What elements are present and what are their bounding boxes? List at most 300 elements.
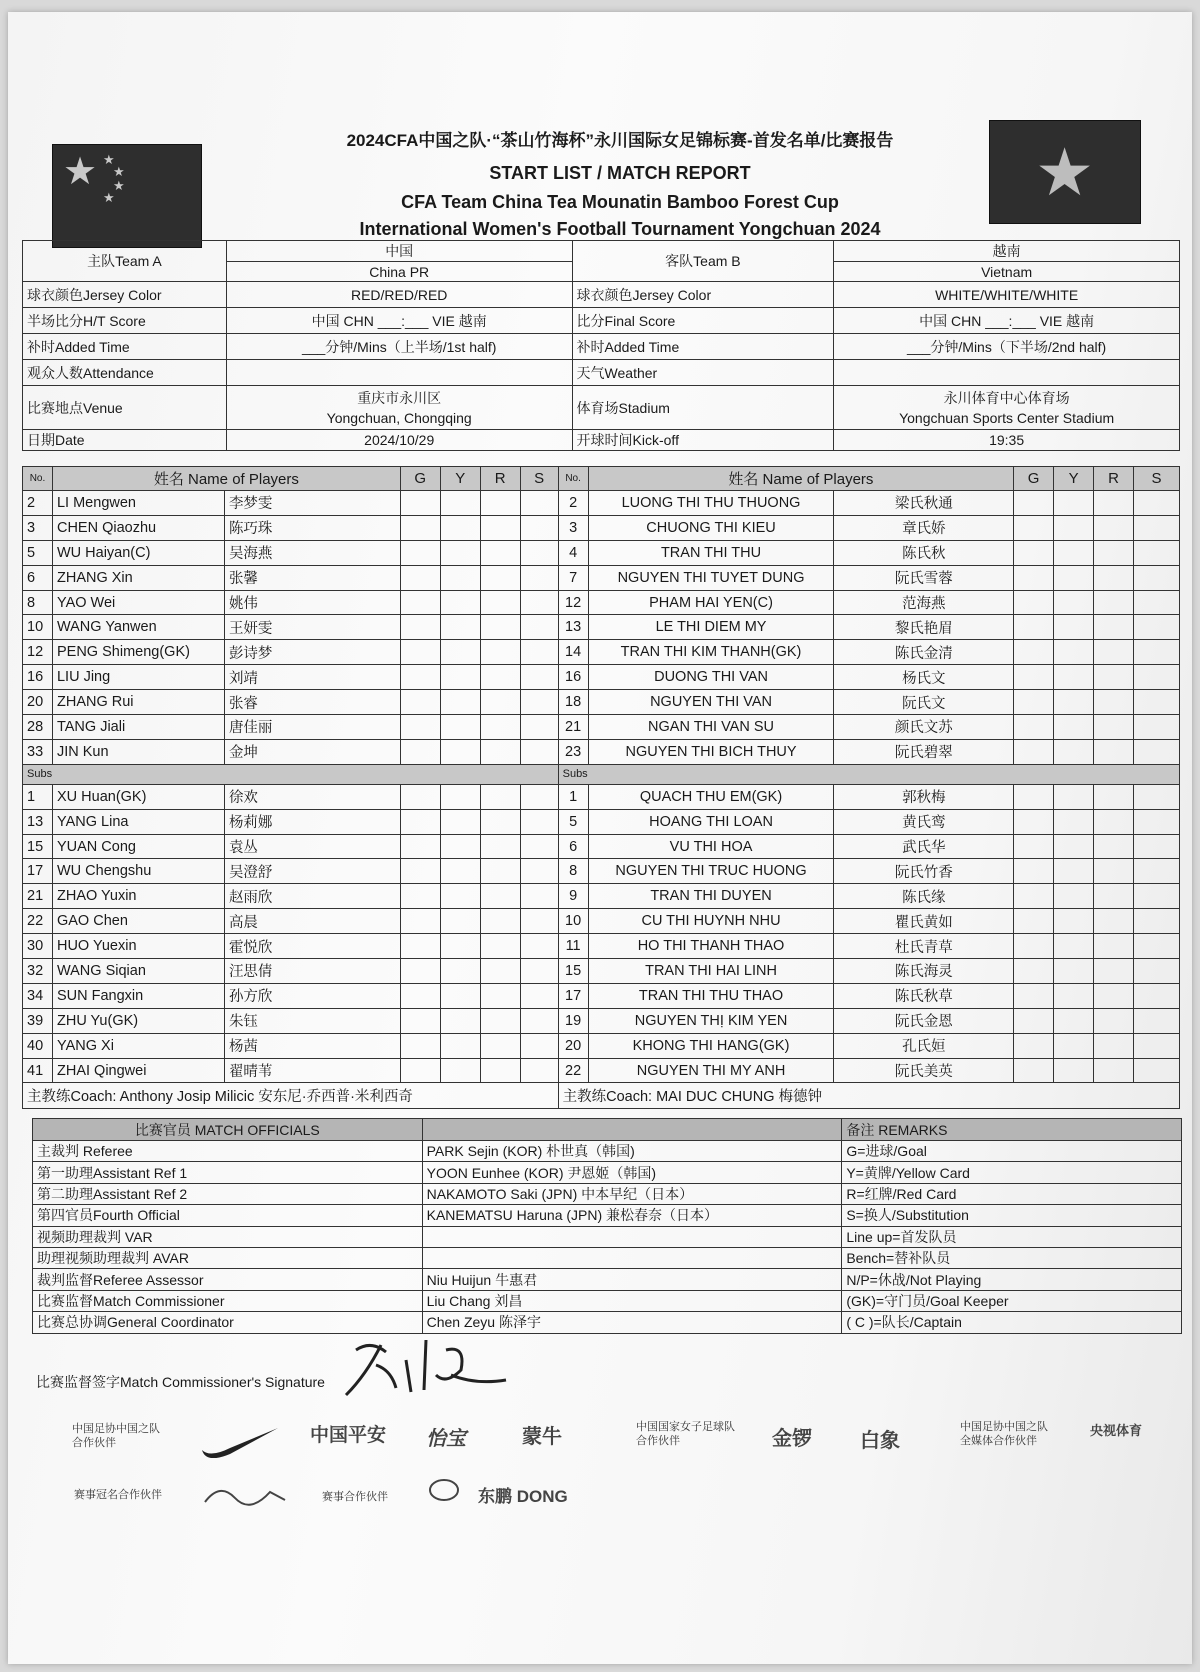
player-number: 10 xyxy=(558,909,588,934)
red-cell xyxy=(480,834,520,859)
player-number: 28 xyxy=(23,715,53,740)
red-cell xyxy=(1094,859,1134,884)
yellow-cell xyxy=(440,934,480,959)
sub-cell xyxy=(1133,834,1179,859)
jersey-b: WHITE/WHITE/WHITE xyxy=(834,282,1180,308)
sub-cell xyxy=(1133,859,1179,884)
goal-cell xyxy=(400,884,440,909)
table-row xyxy=(23,640,1180,665)
sub-cell xyxy=(1133,715,1179,740)
yellow-cell xyxy=(440,615,480,640)
goal-cell xyxy=(400,690,440,715)
yellow-cell xyxy=(1054,909,1094,934)
yellow-cell xyxy=(1054,859,1094,884)
yellow-cell xyxy=(1054,934,1094,959)
player-name-cn: 高晨 xyxy=(224,909,400,934)
player-name-en: LE THI DIEM MY xyxy=(588,615,834,640)
table-row xyxy=(23,715,1180,740)
goal-cell xyxy=(1014,590,1054,615)
sub-cell xyxy=(520,640,558,665)
table-row xyxy=(23,739,1180,764)
added-time-label-b: 补时Added Time xyxy=(572,334,834,360)
yellow-cell xyxy=(1054,884,1094,909)
name-header: 姓名 Name of Players xyxy=(588,467,1014,491)
player-number: 5 xyxy=(23,540,53,565)
player-name-cn: 吴海燕 xyxy=(224,540,400,565)
official-row xyxy=(33,1183,1182,1204)
goal-cell xyxy=(400,565,440,590)
yellow-cell xyxy=(1054,515,1094,540)
player-number: 9 xyxy=(558,884,588,909)
goal-cell xyxy=(400,959,440,984)
coach-a: 主教练Coach: Anthony Josip Milicic 安东尼·乔西普·米利西奇 xyxy=(23,1083,559,1109)
player-name-cn: 梁氏秋通 xyxy=(834,491,1014,516)
red-cell xyxy=(480,983,520,1008)
goal-cell xyxy=(1014,909,1054,934)
yellow-cell xyxy=(440,909,480,934)
player-number: 16 xyxy=(558,665,588,690)
subs-label: Subs xyxy=(558,764,1179,784)
table-row xyxy=(23,884,1180,909)
remark: Bench=替补队员 xyxy=(842,1247,1182,1268)
venue-en: Yongchuan, Chongqing xyxy=(326,409,472,426)
player-name-en: LIU Jing xyxy=(52,665,224,690)
player-number: 10 xyxy=(23,615,53,640)
red-cell xyxy=(1094,590,1134,615)
yellow-cell xyxy=(440,784,480,809)
name-header: 姓名 Name of Players xyxy=(52,467,400,491)
no-header: No. xyxy=(558,467,588,491)
red-cell xyxy=(1094,715,1134,740)
sub-cell xyxy=(520,983,558,1008)
red-cell xyxy=(480,909,520,934)
player-name-cn: 阮氏雪蓉 xyxy=(834,565,1014,590)
player-number: 40 xyxy=(23,1033,53,1058)
player-name-cn: 杨氏文 xyxy=(834,665,1014,690)
player-name-en: TRAN THI KIM THANH(GK) xyxy=(588,640,834,665)
signature-area xyxy=(36,1372,325,1392)
goal-cell xyxy=(1014,934,1054,959)
player-name-cn: 袁丛 xyxy=(224,834,400,859)
goal-cell xyxy=(1014,665,1054,690)
player-name-cn: 孔氏姮 xyxy=(834,1033,1014,1058)
goal-cell xyxy=(400,640,440,665)
sub-cell xyxy=(520,491,558,516)
player-number: 1 xyxy=(558,784,588,809)
player-name-en: ZHAI Qingwei xyxy=(52,1058,224,1083)
goal-cell xyxy=(1014,615,1054,640)
player-number: 3 xyxy=(558,515,588,540)
player-name-cn: 孙方欣 xyxy=(224,983,400,1008)
goal-cell xyxy=(1014,834,1054,859)
table-row xyxy=(23,1058,1180,1083)
official-row xyxy=(33,1269,1182,1290)
yellow-cell xyxy=(440,590,480,615)
player-name-en: JIN Kun xyxy=(52,739,224,764)
sub-cell xyxy=(520,809,558,834)
player-name-cn: 陈巧珠 xyxy=(224,515,400,540)
sub-cell xyxy=(1133,540,1179,565)
remark: R=红牌/Red Card xyxy=(842,1183,1182,1204)
official-row xyxy=(33,1312,1182,1333)
yellow-cell xyxy=(440,1033,480,1058)
red-cell xyxy=(1094,909,1134,934)
player-number: 13 xyxy=(23,809,53,834)
red-cell xyxy=(1094,1033,1134,1058)
player-number: 20 xyxy=(558,1033,588,1058)
jinluo-logo: 金锣 xyxy=(772,1428,812,1450)
player-number: 30 xyxy=(23,934,53,959)
player-number: 22 xyxy=(558,1058,588,1083)
official-name: Niu Huijun 牛惠君 xyxy=(422,1269,842,1290)
player-number: 22 xyxy=(23,909,53,934)
title-partner-label: 赛事冠名合作伙伴 xyxy=(74,1489,162,1501)
team-b-label: 客队Team B xyxy=(572,241,834,282)
player-name-en: YUAN Cong xyxy=(52,834,224,859)
team-b-cn: 越南 xyxy=(834,241,1180,262)
red-cell xyxy=(1094,1058,1134,1083)
official-row xyxy=(33,1247,1182,1268)
yellow-cell xyxy=(1054,665,1094,690)
yellow-cell xyxy=(440,665,480,690)
yellow-cell xyxy=(1054,690,1094,715)
venue-label: 比赛地点Venue xyxy=(23,386,227,430)
player-number: 15 xyxy=(23,834,53,859)
date-value: 2024/10/29 xyxy=(226,430,572,451)
player-name-en: NGUYEN THI TRUC HUONG xyxy=(588,859,834,884)
player-name-en: NGUYEN THI VAN xyxy=(588,690,834,715)
remark: G=进球/Goal xyxy=(842,1141,1182,1162)
yellow-cell xyxy=(440,690,480,715)
r-header: R xyxy=(1094,467,1134,491)
player-name-cn: 汪思倩 xyxy=(224,959,400,984)
red-cell xyxy=(1094,983,1134,1008)
yellow-cell xyxy=(440,1008,480,1033)
roster-header xyxy=(23,467,1180,491)
sub-cell xyxy=(1133,615,1179,640)
sub-cell xyxy=(520,665,558,690)
player-name-en: HOANG THI LOAN xyxy=(588,809,834,834)
officials-table xyxy=(32,1118,1182,1334)
yellow-cell xyxy=(1054,1008,1094,1033)
sub-cell xyxy=(520,615,558,640)
table-row xyxy=(23,959,1180,984)
sub-cell xyxy=(520,1033,558,1058)
table-row xyxy=(23,615,1180,640)
starters-rows xyxy=(23,491,1180,765)
handwritten-signature xyxy=(336,1330,516,1400)
sub-cell xyxy=(1133,590,1179,615)
player-name-en: WU Chengshu xyxy=(52,859,224,884)
r-header: R xyxy=(480,467,520,491)
goal-cell xyxy=(1014,859,1054,884)
red-cell xyxy=(1094,884,1134,909)
remarks-header: 备注 REMARKS xyxy=(842,1119,1182,1141)
s-header: S xyxy=(1133,467,1179,491)
table-row xyxy=(23,909,1180,934)
red-cell xyxy=(1094,834,1134,859)
red-cell xyxy=(480,515,520,540)
jersey-label-b: 球衣颜色Jersey Color xyxy=(572,282,834,308)
player-name-en: WU Haiyan(C) xyxy=(52,540,224,565)
china-flag-icon: ★ ★ ★ ★ ★ xyxy=(52,144,202,248)
red-cell xyxy=(480,809,520,834)
yellow-cell xyxy=(440,1058,480,1083)
player-number: 23 xyxy=(558,739,588,764)
player-name-cn: 陈氏秋 xyxy=(834,540,1014,565)
goal-cell xyxy=(1014,784,1054,809)
player-number: 20 xyxy=(23,690,53,715)
sub-cell xyxy=(1133,1033,1179,1058)
team-a-label: 主队Team A xyxy=(23,241,227,282)
player-name-cn: 黎氏艳眉 xyxy=(834,615,1014,640)
player-name-en: ZHAO Yuxin xyxy=(52,884,224,909)
sub-cell xyxy=(520,515,558,540)
goal-cell xyxy=(400,515,440,540)
table-row xyxy=(23,859,1180,884)
sub-cell xyxy=(1133,1008,1179,1033)
officials-header: 比赛官员 MATCH OFFICIALS xyxy=(33,1119,423,1141)
remark: Y=黄牌/Yellow Card xyxy=(842,1162,1182,1183)
sub-cell xyxy=(520,884,558,909)
goal-cell xyxy=(1014,739,1054,764)
official-role: 比赛总协调General Coordinator xyxy=(33,1312,423,1333)
red-cell xyxy=(1094,1008,1134,1033)
official-row xyxy=(33,1162,1182,1183)
red-cell xyxy=(480,959,520,984)
yellow-cell xyxy=(440,809,480,834)
yellow-cell xyxy=(1054,1033,1094,1058)
yellow-cell xyxy=(440,739,480,764)
subs-label: Subs xyxy=(23,764,559,784)
yellow-cell xyxy=(1054,615,1094,640)
yellow-cell xyxy=(1054,959,1094,984)
sub-cell xyxy=(1133,909,1179,934)
official-name: YOON Eunhee (KOR) 尹恩姬（韩国) xyxy=(422,1162,842,1183)
goal-cell xyxy=(400,983,440,1008)
goal-cell xyxy=(1014,884,1054,909)
player-name-en: QUACH THU EM(GK) xyxy=(588,784,834,809)
kickoff-label: 开球时间Kick-off xyxy=(572,430,834,451)
table-row xyxy=(23,515,1180,540)
player-name-cn: 唐佳丽 xyxy=(224,715,400,740)
red-cell xyxy=(1094,809,1134,834)
player-number: 14 xyxy=(558,640,588,665)
red-cell xyxy=(1094,515,1134,540)
player-name-en: PENG Shimeng(GK) xyxy=(52,640,224,665)
goal-cell xyxy=(400,665,440,690)
player-name-cn: 张馨 xyxy=(224,565,400,590)
official-name xyxy=(422,1247,842,1268)
player-name-cn: 阮氏金恩 xyxy=(834,1008,1014,1033)
report-title xyxy=(300,126,940,240)
added-time-b: ___分钟/Mins（下半场/2nd half) xyxy=(834,334,1180,360)
table-row xyxy=(23,983,1180,1008)
vietnam-flag-icon: ★ xyxy=(989,120,1141,224)
red-cell xyxy=(1094,665,1134,690)
player-number: 34 xyxy=(23,983,53,1008)
no-header: No. xyxy=(23,467,53,491)
player-name-en: XU Huan(GK) xyxy=(52,784,224,809)
player-name-en: TRAN THI DUYEN xyxy=(588,884,834,909)
yellow-cell xyxy=(440,515,480,540)
official-role: 比赛监督Match Commissioner xyxy=(33,1290,423,1311)
official-role: 第四官员Fourth Official xyxy=(33,1205,423,1226)
official-name: Chen Zeyu 陈泽宇 xyxy=(422,1312,842,1333)
goal-cell xyxy=(400,859,440,884)
sub-cell xyxy=(520,540,558,565)
player-name-cn: 颜氏文苏 xyxy=(834,715,1014,740)
sub-cell xyxy=(1133,690,1179,715)
player-number: 2 xyxy=(558,491,588,516)
goal-cell xyxy=(400,739,440,764)
attendance-value xyxy=(226,360,572,386)
remark: (GK)=守门员/Goal Keeper xyxy=(842,1290,1182,1311)
player-name-en: VU THI HOA xyxy=(588,834,834,859)
official-role: 裁判监督Referee Assessor xyxy=(33,1269,423,1290)
yellow-cell xyxy=(440,884,480,909)
yellow-cell xyxy=(440,834,480,859)
jersey-label-a: 球衣颜色Jersey Color xyxy=(23,282,227,308)
added-time-label-a: 补时Added Time xyxy=(23,334,227,360)
player-number: 16 xyxy=(23,665,53,690)
yellow-cell xyxy=(1054,739,1094,764)
red-cell xyxy=(480,1008,520,1033)
officials-header-blank xyxy=(422,1119,842,1141)
red-cell xyxy=(1094,615,1134,640)
player-name-cn: 王妍雯 xyxy=(224,615,400,640)
goal-cell xyxy=(1014,983,1054,1008)
goal-cell xyxy=(1014,491,1054,516)
player-name-en: WANG Yanwen xyxy=(52,615,224,640)
remark: N/P=休战/Not Playing xyxy=(842,1269,1182,1290)
g-header: G xyxy=(1014,467,1054,491)
sub-cell xyxy=(1133,934,1179,959)
table-row xyxy=(23,540,1180,565)
yellow-cell xyxy=(1054,540,1094,565)
added-time-a: ___分钟/Mins（上半场/1st half) xyxy=(226,334,572,360)
sub-cell xyxy=(1133,983,1179,1008)
event-partner-label: 赛事合作伙伴 xyxy=(322,1491,388,1503)
remark: S=换人/Substitution xyxy=(842,1205,1182,1226)
red-cell xyxy=(480,640,520,665)
table-row xyxy=(23,665,1180,690)
goal-cell xyxy=(400,834,440,859)
player-name-en: DUONG THI VAN xyxy=(588,665,834,690)
roster-table xyxy=(22,466,1180,1109)
venue-value xyxy=(226,386,572,430)
kickoff-value: 19:35 xyxy=(834,430,1180,451)
goal-cell xyxy=(400,615,440,640)
stadium-cn: 永川体育中心体育场 xyxy=(943,389,1070,406)
partner-label-1: 中国足协中国之队 合作伙伴 xyxy=(72,1423,160,1450)
player-name-cn: 郭秋梅 xyxy=(834,784,1014,809)
player-name-cn: 霍悦欣 xyxy=(224,934,400,959)
yellow-cell xyxy=(440,540,480,565)
sub-cell xyxy=(1133,565,1179,590)
player-number: 11 xyxy=(558,934,588,959)
player-name-cn: 李梦雯 xyxy=(224,491,400,516)
ht-score-label: 半场比分H/T Score xyxy=(23,308,227,334)
player-name-en: PHAM HAI YEN(C) xyxy=(588,590,834,615)
g-header: G xyxy=(400,467,440,491)
goal-cell xyxy=(400,809,440,834)
red-cell xyxy=(480,1058,520,1083)
player-number: 3 xyxy=(23,515,53,540)
yellow-cell xyxy=(440,565,480,590)
red-cell xyxy=(480,934,520,959)
official-name: NAKAMOTO Saki (JPN) 中本早纪（日本） xyxy=(422,1183,842,1204)
player-name-cn: 陈氏金清 xyxy=(834,640,1014,665)
partner-label-2: 中国国家女子足球队 合作伙伴 xyxy=(636,1421,735,1448)
player-name-cn: 黄氏鸾 xyxy=(834,809,1014,834)
sub-cell xyxy=(520,959,558,984)
date-label: 日期Date xyxy=(23,430,227,451)
sub-cell xyxy=(520,590,558,615)
match-info-table xyxy=(22,240,1180,451)
sub-cell xyxy=(1133,784,1179,809)
player-number: 21 xyxy=(558,715,588,740)
player-number: 6 xyxy=(558,834,588,859)
player-name-en: CHUONG THI KIEU xyxy=(588,515,834,540)
weather-value xyxy=(834,360,1180,386)
red-cell xyxy=(1094,565,1134,590)
sub-cell xyxy=(520,834,558,859)
yellow-cell xyxy=(1054,809,1094,834)
player-name-en: YAO Wei xyxy=(52,590,224,615)
goal-cell xyxy=(400,540,440,565)
table-row xyxy=(23,565,1180,590)
red-cell xyxy=(480,491,520,516)
official-name: PARK Sejin (KOR) 朴世真（韩国) xyxy=(422,1141,842,1162)
coach-b: 主教练Coach: MAI DUC CHUNG 梅德钟 xyxy=(558,1083,1179,1109)
yellow-cell xyxy=(1054,784,1094,809)
official-name: Liu Chang 刘昌 xyxy=(422,1290,842,1311)
goal-cell xyxy=(1014,715,1054,740)
player-number: 7 xyxy=(558,565,588,590)
table-row xyxy=(23,1008,1180,1033)
y-header: Y xyxy=(440,467,480,491)
goal-cell xyxy=(400,1008,440,1033)
table-row xyxy=(23,834,1180,859)
nike-logo-icon xyxy=(200,1424,280,1458)
sub-cell xyxy=(520,859,558,884)
yellow-cell xyxy=(1054,640,1094,665)
dongpeng-logo: 东鹏 DONG xyxy=(478,1487,568,1506)
red-cell xyxy=(480,784,520,809)
goal-cell xyxy=(1014,565,1054,590)
player-name-cn: 翟晴苇 xyxy=(224,1058,400,1083)
red-cell xyxy=(480,615,520,640)
table-row xyxy=(23,809,1180,834)
player-name-cn: 刘靖 xyxy=(224,665,400,690)
player-name-cn: 陈氏秋草 xyxy=(834,983,1014,1008)
sub-cell xyxy=(520,934,558,959)
goal-cell xyxy=(1014,959,1054,984)
red-cell xyxy=(1094,640,1134,665)
yellow-cell xyxy=(1054,1058,1094,1083)
player-number: 41 xyxy=(23,1058,53,1083)
sub-cell xyxy=(1133,515,1179,540)
player-name-cn: 范海燕 xyxy=(834,590,1014,615)
red-cell xyxy=(1094,934,1134,959)
player-name-en: KHONG THI HANG(GK) xyxy=(588,1033,834,1058)
y-header: Y xyxy=(1054,467,1094,491)
player-name-en: YANG Xi xyxy=(52,1033,224,1058)
goal-cell xyxy=(400,784,440,809)
player-name-cn: 阮氏美英 xyxy=(834,1058,1014,1083)
player-number: 8 xyxy=(23,590,53,615)
